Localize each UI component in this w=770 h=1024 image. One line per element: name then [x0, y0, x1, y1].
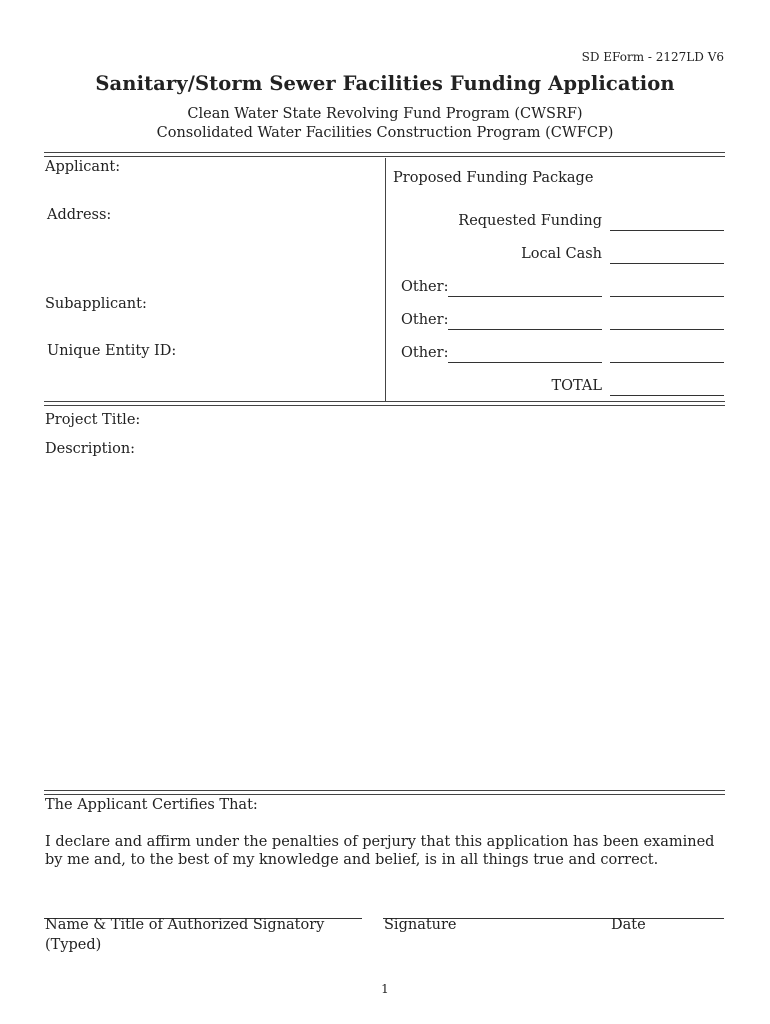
date-label: Date: [611, 917, 646, 933]
other-2-description-field[interactable]: [448, 329, 602, 330]
signature-label: Signature: [384, 917, 457, 933]
program-subtitle-cwfcp: Consolidated Water Facilities Construction Program (CWFCP): [156, 125, 614, 141]
page-number: 1: [381, 982, 389, 996]
total-label: TOTAL: [551, 378, 602, 394]
subapplicant-label: Subapplicant:: [45, 296, 147, 312]
other-3-label: Other:: [401, 345, 449, 361]
other-1-description-field[interactable]: [448, 296, 602, 297]
requested-funding-field[interactable]: [610, 230, 724, 231]
mid-double-rule: [44, 401, 725, 406]
top-double-rule: [44, 152, 725, 157]
other-3-amount-field[interactable]: [610, 362, 724, 363]
project-title-label: Project Title:: [45, 412, 141, 428]
certification-statement-line-2: by me and, to the best of my knowledge and belief, is in all things true and correct.: [45, 852, 659, 868]
signatory-typed-label: (Typed): [45, 937, 102, 953]
other-3-description-field[interactable]: [448, 362, 602, 363]
certification-statement-line-1: I declare and affirm under the penalties of perjury that this application has been examined: [45, 834, 715, 850]
program-subtitle-cwsrf: Clean Water State Revolving Fund Program (CWSRF): [187, 106, 583, 122]
other-2-label: Other:: [401, 312, 449, 328]
local-cash-field[interactable]: [610, 263, 724, 264]
applicant-label: Applicant:: [45, 159, 121, 175]
funding-package-heading: Proposed Funding Package: [393, 170, 594, 186]
unique-entity-id-label: Unique Entity ID:: [47, 343, 177, 359]
total-field[interactable]: [610, 395, 724, 396]
section-divider: [385, 158, 386, 402]
page-title: Sanitary/Storm Sewer Facilities Funding Application: [95, 72, 675, 95]
description-label: Description:: [45, 441, 136, 457]
form-id: SD EForm - 2127LD V6: [581, 50, 724, 64]
local-cash-label: Local Cash: [521, 246, 602, 262]
other-1-label: Other:: [401, 279, 449, 295]
requested-funding-label: Requested Funding: [458, 213, 602, 229]
certification-heading: The Applicant Certifies That:: [45, 797, 258, 813]
certification-double-rule: [44, 790, 725, 795]
address-label: Address:: [47, 207, 112, 223]
other-1-amount-field[interactable]: [610, 296, 724, 297]
other-2-amount-field[interactable]: [610, 329, 724, 330]
signatory-name-label: Name & Title of Authorized Signatory: [45, 917, 325, 933]
